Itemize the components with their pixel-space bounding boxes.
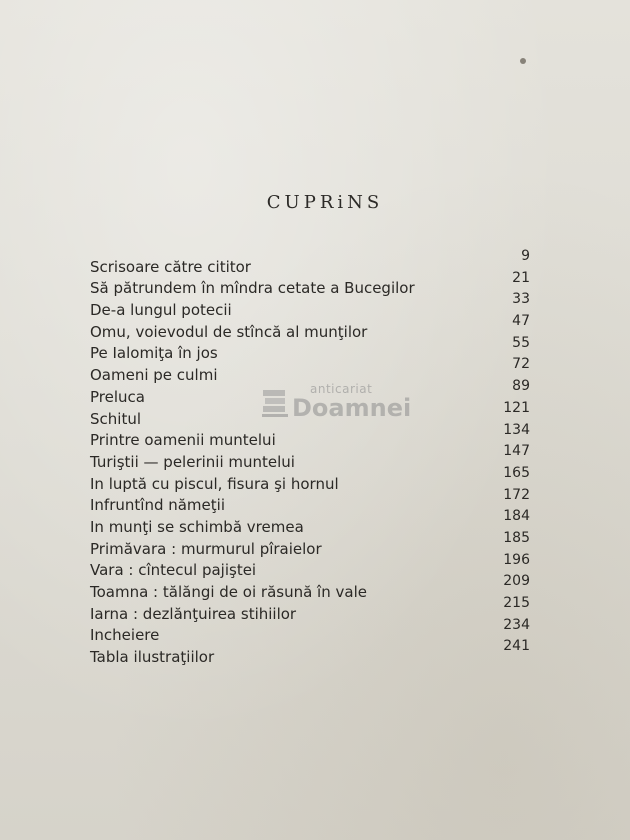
toc-entry-title: Toamna : tălăngi de oi răsună în vale xyxy=(90,583,367,601)
toc-entry-title: Incheiere xyxy=(90,626,160,645)
toc-entry-title: In luptă cu piscul, fisura şi hornul xyxy=(90,474,339,493)
toc-entry xyxy=(90,638,530,667)
toc-entry-page: 234 xyxy=(503,616,530,633)
toc-entry xyxy=(90,508,530,536)
toc-entry-title: Infruntînd nămeţii xyxy=(90,496,225,515)
watermark-logo xyxy=(262,382,412,442)
toc-entry-title: Turiştii — pelerinii muntelui xyxy=(90,452,295,471)
toc-entry xyxy=(90,356,530,385)
toc-entry-title: Schitul xyxy=(90,409,141,428)
toc-entry-page: 55 xyxy=(512,334,530,351)
toc-entry-title: Iarna : dezlănţuirea stihiilor xyxy=(90,604,297,623)
toc-entry xyxy=(90,573,530,601)
toc-entry-title: Scrisoare către cititor xyxy=(90,257,251,276)
toc-entry-title: Primăvara : murmurul pîraielor xyxy=(90,539,322,558)
toc-entry-page: 185 xyxy=(503,529,530,546)
toc-entry-title: Să pătrundem în mîndra cetate a Bucegilor xyxy=(90,279,415,298)
watermark-brand-text: Doamnei xyxy=(292,394,412,422)
toc-entry-page: 121 xyxy=(503,399,530,416)
toc-entry xyxy=(90,269,530,298)
toc-entry-title: Vara : cîntecul pajiştei xyxy=(90,561,257,580)
toc-entry-title: Oameni pe culmi xyxy=(90,366,218,385)
toc-entry xyxy=(90,616,530,645)
toc-entry-title: In munţi se schimbă vremea xyxy=(90,517,304,536)
toc-entry-page: 147 xyxy=(503,443,530,460)
toc-entry-page: 165 xyxy=(503,464,530,481)
toc-entry xyxy=(90,443,530,471)
toc-entry-title: Preluca xyxy=(90,387,145,406)
toc-entry-page: 9 xyxy=(521,248,530,264)
toc-entry-page: 33 xyxy=(512,291,530,308)
toc-entry-page: 89 xyxy=(512,378,530,395)
toc-entry-title: Printre oamenii muntelui xyxy=(90,431,276,450)
toc-entry xyxy=(90,291,530,320)
toc-entry-page: 184 xyxy=(503,508,530,525)
toc-entry xyxy=(90,529,530,558)
toc-entry-title: De-a lungul potecii xyxy=(90,301,232,320)
toc-entry-page: 72 xyxy=(512,356,530,373)
toc-entry xyxy=(90,464,530,493)
toc-entry-page: 215 xyxy=(503,595,530,611)
book-stack-icon xyxy=(262,388,288,418)
toc-entry-title: Omu, voievodul de stîncă al munţilor xyxy=(90,322,368,341)
toc-entry-page: 172 xyxy=(503,486,530,503)
toc-entry-page: 134 xyxy=(503,421,530,438)
toc-entry xyxy=(90,595,530,623)
toc-entry xyxy=(90,313,530,341)
toc-entry-page: 209 xyxy=(503,573,530,590)
toc-entry-page: 241 xyxy=(503,638,530,655)
toc-entry-page: 21 xyxy=(512,269,530,286)
contents-heading: CUPRiNS xyxy=(266,192,384,213)
watermark-small-text: anticariat xyxy=(310,382,373,396)
toc-entry xyxy=(90,486,530,515)
toc-entry xyxy=(90,334,530,363)
toc-entry-page: 196 xyxy=(503,551,530,568)
table-of-contents xyxy=(90,248,530,667)
toc-entry xyxy=(90,551,530,580)
toc-entry-title: Pe Ialomiţa în jos xyxy=(90,344,218,363)
toc-entry-page: 47 xyxy=(512,313,530,330)
toc-entry-title: Tabla ilustraţiilor xyxy=(90,648,215,667)
ink-speck xyxy=(520,58,526,64)
toc-entry xyxy=(90,248,530,276)
